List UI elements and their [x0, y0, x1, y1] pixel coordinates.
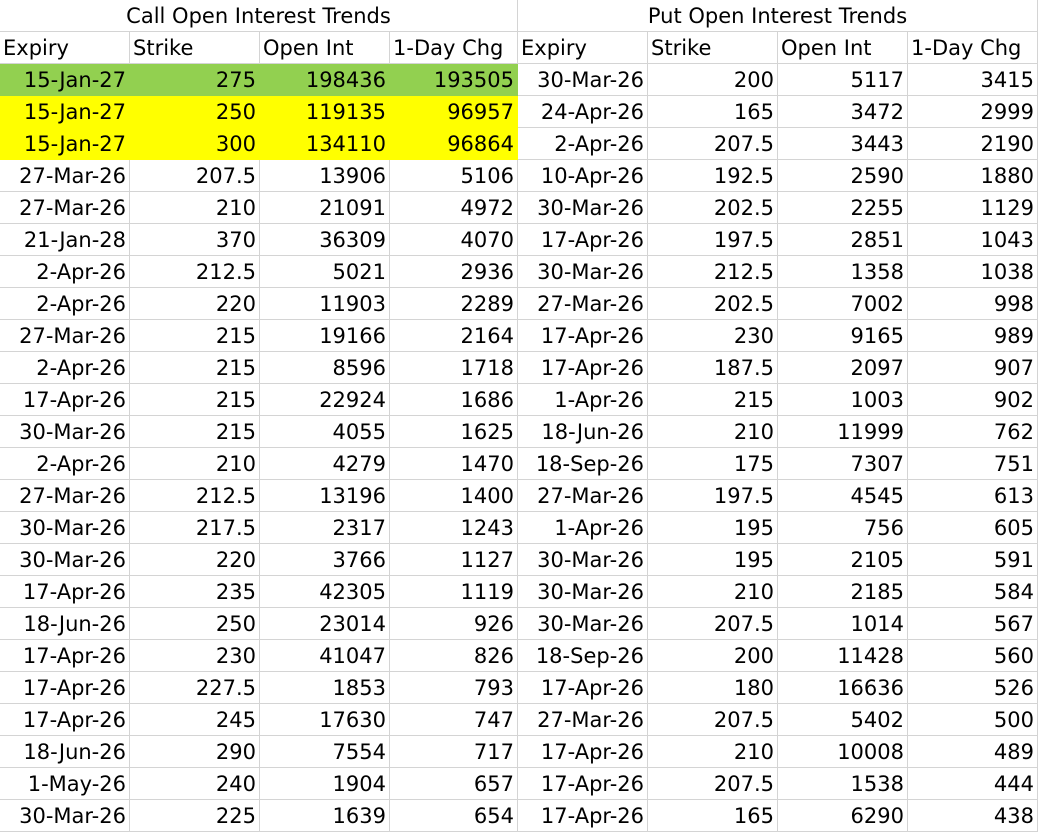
put-header-expiry[interactable]: Expiry: [518, 32, 648, 64]
put-expiry-cell[interactable]: 18-Jun-26: [518, 416, 648, 448]
put-header-day-chg[interactable]: 1-Day Chg: [908, 32, 1038, 64]
put-day-chg-cell[interactable]: 489: [908, 736, 1038, 768]
put-strike-cell[interactable]: 210: [648, 736, 778, 768]
put-day-chg-cell[interactable]: 989: [908, 320, 1038, 352]
put-day-chg-cell[interactable]: 762: [908, 416, 1038, 448]
put-strike-cell[interactable]: 165: [648, 96, 778, 128]
put-open-int-cell[interactable]: 2105: [778, 544, 908, 576]
put-open-int-cell[interactable]: 6290: [778, 800, 908, 832]
call-day-chg-cell[interactable]: 96864: [390, 128, 518, 160]
call-day-chg-cell[interactable]: 1400: [390, 480, 518, 512]
put-day-chg-cell[interactable]: 2999: [908, 96, 1038, 128]
call-expiry-cell[interactable]: 2-Apr-26: [0, 288, 130, 320]
call-expiry-cell[interactable]: 17-Apr-26: [0, 672, 130, 704]
put-expiry-cell[interactable]: 2-Apr-26: [518, 128, 648, 160]
put-expiry-cell[interactable]: 30-Mar-26: [518, 544, 648, 576]
call-open-int-cell[interactable]: 4055: [260, 416, 390, 448]
put-header-strike[interactable]: Strike: [648, 32, 778, 64]
call-header-open-int[interactable]: Open Int: [260, 32, 390, 64]
call-day-chg-cell[interactable]: 926: [390, 608, 518, 640]
call-open-int-cell[interactable]: 7554: [260, 736, 390, 768]
put-strike-cell[interactable]: 207.5: [648, 704, 778, 736]
put-day-chg-cell[interactable]: 560: [908, 640, 1038, 672]
call-table-row: [0, 128, 518, 160]
put-table-row: [518, 576, 1038, 608]
put-strike-cell[interactable]: 180: [648, 672, 778, 704]
call-strike-cell[interactable]: 245: [130, 704, 260, 736]
call-day-chg-cell[interactable]: 2936: [390, 256, 518, 288]
call-expiry-cell[interactable]: 27-Mar-26: [0, 160, 130, 192]
call-day-chg-cell[interactable]: 1625: [390, 416, 518, 448]
put-expiry-cell[interactable]: 17-Apr-26: [518, 224, 648, 256]
put-table-row: [518, 608, 1038, 640]
put-oi-table: [518, 0, 1038, 832]
put-expiry-cell[interactable]: 17-Apr-26: [518, 768, 648, 800]
put-strike-cell[interactable]: 197.5: [648, 224, 778, 256]
put-expiry-cell[interactable]: 30-Mar-26: [518, 576, 648, 608]
put-open-int-cell[interactable]: 5117: [778, 64, 908, 96]
call-oi-table: [0, 0, 518, 832]
call-day-chg-cell[interactable]: 1243: [390, 512, 518, 544]
call-table-row: [0, 544, 518, 576]
call-expiry-cell[interactable]: 30-Mar-26: [0, 512, 130, 544]
call-strike-cell[interactable]: 240: [130, 768, 260, 800]
call-day-chg-cell[interactable]: 747: [390, 704, 518, 736]
put-day-chg-cell[interactable]: 902: [908, 384, 1038, 416]
put-expiry-cell[interactable]: 30-Mar-26: [518, 608, 648, 640]
call-table-row: [0, 480, 518, 512]
call-open-int-cell[interactable]: 2317: [260, 512, 390, 544]
put-open-int-cell[interactable]: 1538: [778, 768, 908, 800]
put-strike-cell[interactable]: 200: [648, 64, 778, 96]
call-open-int-cell[interactable]: 36309: [260, 224, 390, 256]
put-day-chg-cell[interactable]: 1880: [908, 160, 1038, 192]
call-strike-cell[interactable]: 250: [130, 608, 260, 640]
put-open-int-cell[interactable]: 9165: [778, 320, 908, 352]
call-day-chg-cell[interactable]: 4070: [390, 224, 518, 256]
call-open-int-cell[interactable]: 1904: [260, 768, 390, 800]
call-table-row: [0, 384, 518, 416]
call-strike-cell[interactable]: 225: [130, 800, 260, 832]
call-day-chg-cell[interactable]: 717: [390, 736, 518, 768]
call-table-row: [0, 576, 518, 608]
call-open-int-cell[interactable]: 198436: [260, 64, 390, 96]
put-expiry-cell[interactable]: 17-Apr-26: [518, 736, 648, 768]
call-expiry-cell[interactable]: 17-Apr-26: [0, 384, 130, 416]
put-expiry-cell[interactable]: 30-Mar-26: [518, 64, 648, 96]
call-strike-cell[interactable]: 217.5: [130, 512, 260, 544]
put-day-chg-cell[interactable]: 1038: [908, 256, 1038, 288]
put-day-chg-cell[interactable]: 3415: [908, 64, 1038, 96]
put-open-int-cell[interactable]: 7002: [778, 288, 908, 320]
put-table-row: [518, 672, 1038, 704]
put-table-title[interactable]: Put Open Interest Trends: [518, 0, 1038, 32]
call-strike-cell[interactable]: 235: [130, 576, 260, 608]
call-day-chg-cell[interactable]: 2164: [390, 320, 518, 352]
call-header-strike[interactable]: Strike: [130, 32, 260, 64]
put-table-row: [518, 800, 1038, 832]
call-expiry-cell[interactable]: 15-Jan-27: [0, 64, 130, 96]
put-table-row: [518, 288, 1038, 320]
call-day-chg-cell[interactable]: 2289: [390, 288, 518, 320]
put-strike-cell[interactable]: 202.5: [648, 192, 778, 224]
put-expiry-cell[interactable]: 17-Apr-26: [518, 352, 648, 384]
put-expiry-cell[interactable]: 1-Apr-26: [518, 512, 648, 544]
call-table-row: [0, 160, 518, 192]
put-expiry-cell[interactable]: 30-Mar-26: [518, 256, 648, 288]
put-day-chg-cell[interactable]: 605: [908, 512, 1038, 544]
put-open-int-cell[interactable]: 3472: [778, 96, 908, 128]
put-strike-cell[interactable]: 195: [648, 544, 778, 576]
call-strike-cell[interactable]: 210: [130, 192, 260, 224]
put-expiry-cell[interactable]: 17-Apr-26: [518, 320, 648, 352]
put-expiry-cell[interactable]: 10-Apr-26: [518, 160, 648, 192]
call-open-int-cell[interactable]: 11903: [260, 288, 390, 320]
put-strike-cell[interactable]: 187.5: [648, 352, 778, 384]
call-expiry-cell[interactable]: 27-Mar-26: [0, 320, 130, 352]
put-open-int-cell[interactable]: 2590: [778, 160, 908, 192]
call-table-row: [0, 512, 518, 544]
call-header-expiry[interactable]: Expiry: [0, 32, 130, 64]
put-open-int-cell[interactable]: 4545: [778, 480, 908, 512]
put-strike-cell[interactable]: 197.5: [648, 480, 778, 512]
call-table-row: [0, 320, 518, 352]
call-strike-cell[interactable]: 215: [130, 320, 260, 352]
put-strike-cell[interactable]: 192.5: [648, 160, 778, 192]
call-day-chg-cell[interactable]: 4972: [390, 192, 518, 224]
call-expiry-cell[interactable]: 21-Jan-28: [0, 224, 130, 256]
put-open-int-cell[interactable]: 2185: [778, 576, 908, 608]
call-table-row: [0, 768, 518, 800]
call-table-row: [0, 800, 518, 832]
call-day-chg-cell[interactable]: 657: [390, 768, 518, 800]
call-expiry-cell[interactable]: 30-Mar-26: [0, 416, 130, 448]
call-strike-cell[interactable]: 300: [130, 128, 260, 160]
put-open-int-cell[interactable]: 2851: [778, 224, 908, 256]
put-expiry-cell[interactable]: 17-Apr-26: [518, 672, 648, 704]
call-open-int-cell[interactable]: 42305: [260, 576, 390, 608]
call-day-chg-cell[interactable]: 793: [390, 672, 518, 704]
put-expiry-cell[interactable]: 27-Mar-26: [518, 480, 648, 512]
put-strike-cell[interactable]: 175: [648, 448, 778, 480]
put-expiry-cell[interactable]: 1-Apr-26: [518, 384, 648, 416]
call-open-int-cell[interactable]: 119135: [260, 96, 390, 128]
call-strike-cell[interactable]: 207.5: [130, 160, 260, 192]
put-strike-cell[interactable]: 202.5: [648, 288, 778, 320]
call-table-row: [0, 704, 518, 736]
call-day-chg-cell[interactable]: 826: [390, 640, 518, 672]
call-day-chg-cell[interactable]: 5106: [390, 160, 518, 192]
call-day-chg-cell[interactable]: 1119: [390, 576, 518, 608]
put-table-row: [518, 736, 1038, 768]
put-table-row: [518, 224, 1038, 256]
call-table-row: [0, 352, 518, 384]
call-expiry-cell[interactable]: 30-Mar-26: [0, 544, 130, 576]
put-open-int-cell[interactable]: 1014: [778, 608, 908, 640]
put-strike-cell[interactable]: 215: [648, 384, 778, 416]
put-expiry-cell[interactable]: 24-Apr-26: [518, 96, 648, 128]
call-table-row: [0, 96, 518, 128]
call-table-row: [0, 192, 518, 224]
call-table-row: [0, 256, 518, 288]
call-open-int-cell[interactable]: 8596: [260, 352, 390, 384]
put-open-int-cell[interactable]: 3443: [778, 128, 908, 160]
call-strike-cell[interactable]: 275: [130, 64, 260, 96]
put-day-chg-cell[interactable]: 584: [908, 576, 1038, 608]
put-open-int-cell[interactable]: 1358: [778, 256, 908, 288]
put-strike-cell[interactable]: 207.5: [648, 768, 778, 800]
put-expiry-cell[interactable]: 30-Mar-26: [518, 192, 648, 224]
call-table-body: [0, 64, 518, 832]
call-strike-cell[interactable]: 215: [130, 352, 260, 384]
call-strike-cell[interactable]: 370: [130, 224, 260, 256]
put-day-chg-cell[interactable]: 2190: [908, 128, 1038, 160]
put-table-row: [518, 320, 1038, 352]
put-day-chg-cell[interactable]: 567: [908, 608, 1038, 640]
put-table-row: [518, 128, 1038, 160]
put-open-int-cell[interactable]: 5402: [778, 704, 908, 736]
call-open-int-cell[interactable]: 13906: [260, 160, 390, 192]
put-strike-cell[interactable]: 212.5: [648, 256, 778, 288]
call-strike-cell[interactable]: 212.5: [130, 480, 260, 512]
call-open-int-cell[interactable]: 13196: [260, 480, 390, 512]
call-day-chg-cell[interactable]: 1686: [390, 384, 518, 416]
put-open-int-cell[interactable]: 1003: [778, 384, 908, 416]
call-strike-cell[interactable]: 290: [130, 736, 260, 768]
call-expiry-cell[interactable]: 17-Apr-26: [0, 704, 130, 736]
put-day-chg-cell[interactable]: 998: [908, 288, 1038, 320]
call-expiry-cell[interactable]: 1-May-26: [0, 768, 130, 800]
call-open-int-cell[interactable]: 23014: [260, 608, 390, 640]
call-table-row: [0, 224, 518, 256]
call-day-chg-cell[interactable]: 1470: [390, 448, 518, 480]
put-open-int-cell[interactable]: 11999: [778, 416, 908, 448]
put-day-chg-cell[interactable]: 751: [908, 448, 1038, 480]
put-strike-cell[interactable]: 210: [648, 416, 778, 448]
call-table-row: [0, 416, 518, 448]
call-expiry-cell[interactable]: 30-Mar-26: [0, 800, 130, 832]
put-expiry-cell[interactable]: 27-Mar-26: [518, 288, 648, 320]
call-day-chg-cell[interactable]: 193505: [390, 64, 518, 96]
put-day-chg-cell[interactable]: 613: [908, 480, 1038, 512]
put-strike-cell[interactable]: 207.5: [648, 128, 778, 160]
put-strike-cell[interactable]: 230: [648, 320, 778, 352]
put-day-chg-cell[interactable]: 907: [908, 352, 1038, 384]
put-table-row: [518, 352, 1038, 384]
call-strike-cell[interactable]: 212.5: [130, 256, 260, 288]
call-open-int-cell[interactable]: 5021: [260, 256, 390, 288]
call-expiry-cell[interactable]: 27-Mar-26: [0, 480, 130, 512]
put-open-int-cell[interactable]: 2097: [778, 352, 908, 384]
call-day-chg-cell[interactable]: 96957: [390, 96, 518, 128]
call-day-chg-cell[interactable]: 1127: [390, 544, 518, 576]
put-table-row: [518, 384, 1038, 416]
call-open-int-cell[interactable]: 134110: [260, 128, 390, 160]
call-strike-cell[interactable]: 215: [130, 384, 260, 416]
put-table-row: [518, 448, 1038, 480]
call-strike-cell[interactable]: 230: [130, 640, 260, 672]
put-table-row: [518, 640, 1038, 672]
put-table-row: [518, 96, 1038, 128]
put-strike-cell[interactable]: 195: [648, 512, 778, 544]
put-open-int-cell[interactable]: 7307: [778, 448, 908, 480]
call-expiry-cell[interactable]: 15-Jan-27: [0, 128, 130, 160]
put-strike-cell[interactable]: 200: [648, 640, 778, 672]
call-strike-cell[interactable]: 220: [130, 288, 260, 320]
put-day-chg-cell[interactable]: 438: [908, 800, 1038, 832]
put-table-row: [518, 480, 1038, 512]
call-open-int-cell[interactable]: 17630: [260, 704, 390, 736]
call-table-title[interactable]: Call Open Interest Trends: [0, 0, 518, 32]
call-header-day-chg[interactable]: 1-Day Chg: [390, 32, 518, 64]
call-expiry-cell[interactable]: 18-Jun-26: [0, 608, 130, 640]
call-strike-cell[interactable]: 215: [130, 416, 260, 448]
call-open-int-cell[interactable]: 21091: [260, 192, 390, 224]
put-open-int-cell[interactable]: 2255: [778, 192, 908, 224]
put-table-row: [518, 704, 1038, 736]
put-day-chg-cell[interactable]: 591: [908, 544, 1038, 576]
put-table-row: [518, 64, 1038, 96]
call-strike-cell[interactable]: 220: [130, 544, 260, 576]
put-table-row: [518, 544, 1038, 576]
call-open-int-cell[interactable]: 4279: [260, 448, 390, 480]
call-strike-cell[interactable]: 227.5: [130, 672, 260, 704]
put-expiry-cell[interactable]: 18-Sep-26: [518, 448, 648, 480]
call-expiry-cell[interactable]: 2-Apr-26: [0, 448, 130, 480]
call-open-int-cell[interactable]: 22924: [260, 384, 390, 416]
put-table-row: [518, 160, 1038, 192]
call-strike-cell[interactable]: 210: [130, 448, 260, 480]
call-expiry-cell[interactable]: 15-Jan-27: [0, 96, 130, 128]
call-open-int-cell[interactable]: 19166: [260, 320, 390, 352]
call-table-row: [0, 640, 518, 672]
put-day-chg-cell[interactable]: 1129: [908, 192, 1038, 224]
put-header-open-int[interactable]: Open Int: [778, 32, 908, 64]
call-table-row: [0, 672, 518, 704]
put-open-int-cell[interactable]: 756: [778, 512, 908, 544]
call-expiry-cell[interactable]: 27-Mar-26: [0, 192, 130, 224]
call-table-row: [0, 448, 518, 480]
put-table-row: [518, 416, 1038, 448]
put-strike-cell[interactable]: 207.5: [648, 608, 778, 640]
put-strike-cell[interactable]: 165: [648, 800, 778, 832]
call-table-row: [0, 608, 518, 640]
put-expiry-cell[interactable]: 27-Mar-26: [518, 704, 648, 736]
call-expiry-cell[interactable]: 17-Apr-26: [0, 640, 130, 672]
put-expiry-cell[interactable]: 18-Sep-26: [518, 640, 648, 672]
put-expiry-cell[interactable]: 17-Apr-26: [518, 800, 648, 832]
call-day-chg-cell[interactable]: 654: [390, 800, 518, 832]
put-open-int-cell[interactable]: 11428: [778, 640, 908, 672]
put-day-chg-cell[interactable]: 500: [908, 704, 1038, 736]
put-table-row: [518, 768, 1038, 800]
call-table-row: [0, 288, 518, 320]
put-table-row: [518, 256, 1038, 288]
put-table-body: [518, 64, 1038, 832]
call-table-row: [0, 64, 518, 96]
call-strike-cell[interactable]: 250: [130, 96, 260, 128]
call-open-int-cell[interactable]: 41047: [260, 640, 390, 672]
call-open-int-cell[interactable]: 3766: [260, 544, 390, 576]
put-day-chg-cell[interactable]: 1043: [908, 224, 1038, 256]
call-open-int-cell[interactable]: 1853: [260, 672, 390, 704]
call-open-int-cell[interactable]: 1639: [260, 800, 390, 832]
call-day-chg-cell[interactable]: 1718: [390, 352, 518, 384]
put-table-row: [518, 192, 1038, 224]
call-expiry-cell[interactable]: 18-Jun-26: [0, 736, 130, 768]
put-open-int-cell[interactable]: 10008: [778, 736, 908, 768]
call-table-row: [0, 736, 518, 768]
put-table-row: [518, 512, 1038, 544]
put-strike-cell[interactable]: 210: [648, 576, 778, 608]
call-header-row: [0, 32, 518, 64]
put-header-row: [518, 32, 1038, 64]
call-expiry-cell[interactable]: 2-Apr-26: [0, 256, 130, 288]
call-expiry-cell[interactable]: 2-Apr-26: [0, 352, 130, 384]
put-day-chg-cell[interactable]: 444: [908, 768, 1038, 800]
put-day-chg-cell[interactable]: 526: [908, 672, 1038, 704]
put-open-int-cell[interactable]: 16636: [778, 672, 908, 704]
call-expiry-cell[interactable]: 17-Apr-26: [0, 576, 130, 608]
